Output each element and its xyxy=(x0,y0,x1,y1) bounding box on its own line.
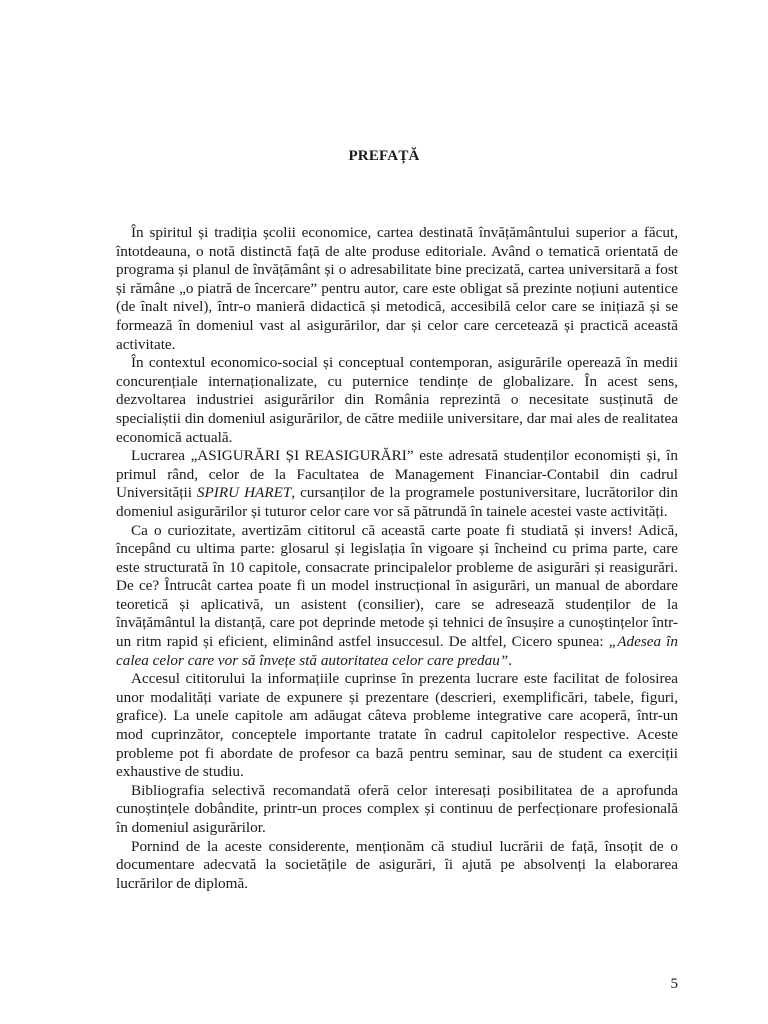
paragraph-text: Bibliografia selectivă recomandată oferă celor interesați posibilitatea de a aprofunda cunoștințele dobândite, printr-un proces complex și continuu de perfecționare profesională în domeniul asigurărilor. xyxy=(116,781,678,836)
paragraph-text: În spiritul și tradiția școlii economice, cartea destinată învățământului superior a făcut, întotdeauna, o notă distinctă față de alte produse editoriale. Având o tematică orientată de programa și planul de învățământ și o adresabilitate bine precizată, cartea universitară a fost și rămâne „o piatră de încercare” pentru autor, care este obligat să prezinte noțiuni autentice (de înalt nivel), într-o manieră didactică și metodică, accesibilă celor care se inițiază și se formează în domeniul vast al asigurărilor, dar și celor care cercetează și practică această activitate. xyxy=(116,224,678,353)
paragraph-4 xyxy=(116,522,678,671)
paragraph-text: Accesul cititorului la informațiile cuprinse în prezenta lucrare este facilitat de folosirea unor modalități variate de expunere și prezentare (descrieri, exemplificări, tabele, figuri, grafice). La unele capitole am adăugat câteva probleme integrative care acoperă, într-un mod cuprinzător, conceptele importante tratate în cadrul capitolelor respective. Aceste probleme pot fi abordate de profesor ca bază pentru seminar, sau de student ca exerciții exhaustive de studiu. xyxy=(116,670,678,781)
paragraph-5 xyxy=(116,670,678,782)
page-number: 5 xyxy=(670,976,678,992)
paragraph-text: , cursanților de la programele postuniversitare, lucrătorilor din domeniul asigurărilor și tuturor celor care vor să pătrundă în tainele acestei vaste activități. xyxy=(116,484,678,520)
page-title: PREFAȚĂ xyxy=(348,148,420,164)
paragraph-text: . xyxy=(508,651,513,669)
paragraph-text: Ca o curiozitate, avertizăm cititorul că această carte poate fi studiată și invers! Adică, începând cu ultima parte: glosarul și legislația în vigoare și încheind cu prima parte, care este structurată în 10 capitole, consacrate principalelor probleme de asigurări și reasigurări. De ce? Întrucât cartea poate fi un model instrucțional în asigurări, un manual de abordare teoretică și aplicativă, un asistent (consilier), care se adresează studenților de la învățământul la distanță, care pot deprinde metode și tehnici de însușire a cunoștințelor într-un ritm rapid și eficient, eliminând astfel insuccesul. De altfel, Cicero spunea: xyxy=(116,521,678,651)
preface-body xyxy=(116,224,678,893)
university-name: SPIRU HARET xyxy=(196,484,292,502)
paragraph-text: Pornind de la aceste considerente, menționăm că studiul lucrării de față, însoțit de o documentare adecvată la societățile de asigurări, îi ajută pe absolvenți la elaborarea lucrărilor de diplomă. xyxy=(116,837,678,892)
cicero-quote: „Adesea în calea celor care vor să învețe stă autoritatea celor care predau” xyxy=(116,633,678,669)
paragraph-7 xyxy=(116,838,678,894)
paragraph-1 xyxy=(116,224,678,354)
paragraph-text: În contextul economico-social și conceptual contemporan, asigurările operează în medii concurențiale internaționalizate, cu puternice tendințe de globalizare. În acest sens, dezvoltarea industriei asigurărilor din România reprezintă o necesitate susținută de specialiștii din domeniul asigurărilor, de către mediile universitare, dar mai ales de realitatea economică actuală. xyxy=(116,354,678,446)
paragraph-2 xyxy=(116,354,678,447)
paragraph-6 xyxy=(116,782,678,838)
paragraph-3 xyxy=(116,447,678,521)
paragraph-text: Lucrarea „ASIGURĂRI ȘI REASIGURĂRI” este adresată studenților economiști și, în primul rând, celor de la Facultatea de Management Financiar-Contabil din cadrul Universității xyxy=(116,447,678,502)
